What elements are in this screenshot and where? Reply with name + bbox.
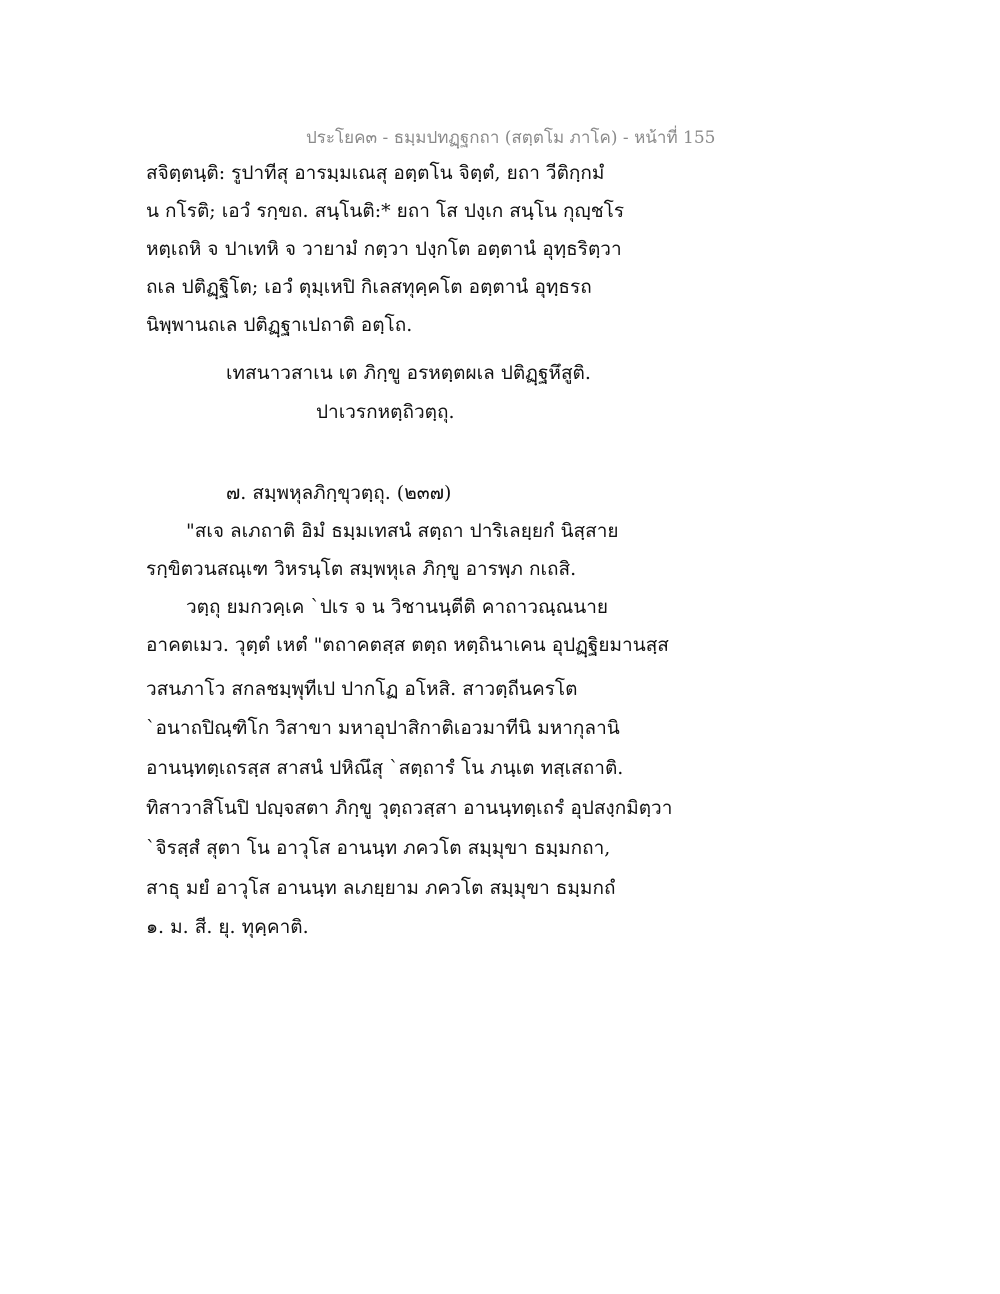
body-line: น กโรติ; เอวํ รกฺขถ. สนฺโนติ:* ยถา โส ปงฺเก สนฺโน กุญฺชโร bbox=[146, 200, 625, 222]
body-line: อานนฺทตฺเถรสฺส สาสนํ ปหิณึสุ `สตฺถารํ โน ภนฺเต ทสฺเสถาติ. bbox=[146, 757, 624, 779]
body-line: `จิรสฺสํ สุตา โน อาวุโส อานนฺท ภควโต สมฺมุขา ธมฺมกถา, bbox=[146, 837, 611, 859]
body-line: หตฺเถหิ จ ปาเทหิ จ วายามํ กตฺวา ปงฺกโต อตฺตานํ อุทฺธริตฺวา bbox=[146, 238, 622, 260]
page-header: ประโยค๓ - ธมฺมปทฏฺฐกถา (สตฺตโม ภาโค) - หน้าที่ 155 bbox=[306, 128, 716, 148]
body-line: ทิสาวาสิโนปิ ปญฺจสตา ภิกฺขู วุตฺถวสฺสา อานนฺทตฺเถรํ อุปสงฺกมิตฺวา bbox=[146, 797, 673, 819]
section-heading: ๗. สมฺพหุลภิกฺขุวตฺถุ. (๒๓๗) bbox=[226, 482, 452, 504]
body-line: เทสนาวสาเน เต ภิกฺขู อรหตฺตผเล ปติฏฺฐหึสูติ. bbox=[226, 362, 591, 384]
body-line: สจิตฺตนฺติ: รูปาทีสุ อารมฺมเณสุ อตฺตโน จิตฺตํ, ยถา วีติกฺกมํ bbox=[146, 162, 605, 184]
body-line: `อนาถปิณฺฑิโก วิสาขา มหาอุปาสิกาติเอวมาทีนิ มหากุลานิ bbox=[146, 717, 620, 739]
body-line: นิพฺพานถเล ปติฏฺฐาเปถาติ อตฺโถ. bbox=[146, 314, 413, 336]
body-line: "สเจ ลเภถาติ อิมํ ธมฺมเทสนํ สตฺถา ปาริเลยฺยกํ นิสฺสาย bbox=[186, 520, 619, 542]
body-line: รกฺขิตวนสณฺเฑ วิหรนฺโต สมฺพหุเล ภิกฺขู อารพฺภ กเถสิ. bbox=[146, 558, 577, 580]
story-end-title: ปาเวรกหตฺถิวตฺถุ. bbox=[316, 401, 455, 423]
footnote: ๑. ม. สี. ยุ. ทุคฺคาติ. bbox=[146, 916, 309, 938]
body-line: วสนภาโว สกลชมฺพุทีเป ปากโฏ อโหสิ. สาวตฺถีนครโต bbox=[146, 678, 578, 700]
body-line: ถเล ปติฏฺฐิโต; เอวํ ตุมฺเหปิ กิเลสทุคฺคโต อตฺตานํ อุทฺธรถ bbox=[146, 276, 592, 298]
body-line: วตฺถุ ยมกวคฺเค `ปเร จ น วิชานนฺตีติ คาถาวณฺณนาย bbox=[186, 596, 609, 618]
body-line: สาธุ มยํ อาวุโส อานนฺท ลเภยฺยาม ภควโต สมฺมุขา ธมฺมกถํ bbox=[146, 877, 616, 899]
body-line: อาคตเมว. วุตฺตํ เหตํ "ตถาคตสฺส ตตฺถ หตฺถินาเคน อุปฏฺฐิยมานสฺส bbox=[146, 634, 669, 656]
